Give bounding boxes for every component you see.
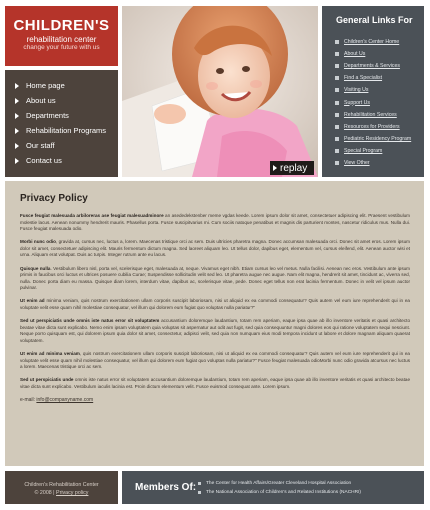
general-link[interactable] <box>322 72 424 84</box>
arrow-right-icon <box>15 143 19 149</box>
nav-item-departments[interactable] <box>5 108 118 123</box>
nav-item-label: About us <box>26 96 56 105</box>
general-link[interactable] <box>322 133 424 145</box>
replay-label: replay <box>280 162 308 174</box>
square-bullet-icon <box>335 88 339 92</box>
nav-item-label: Home page <box>26 81 65 90</box>
general-link-label: Visiting Us <box>344 87 369 94</box>
paragraph-lead: Sed ut perspiciatis unde omnis iste natus error sit voluptatem <box>20 318 160 324</box>
main-content <box>5 181 424 466</box>
hero-photo <box>122 6 318 177</box>
paragraph-text: , quis nostrum exercitationem ullam corporis suscipit laboriosam, nisi ut aliquid ex ea commodi consequatur? Quis autem vel eum iure reprehenderit qui in ea voluptate velit esse quam nihil molestiae consequatur, vel illum qui dolorem eum fugiat quo voluptas nulla pariatur?" Fusce feugiat malesuada odioMorbi nunc odio gravida atcursus nec luctus a lorem. Maecenas tristique orci ac sem. <box>20 351 410 370</box>
members-title: Members Of: <box>135 482 197 493</box>
nav-item-staff[interactable] <box>5 138 118 153</box>
general-link-label: Rehabilitation Services <box>344 111 397 118</box>
general-link[interactable] <box>322 84 424 96</box>
square-bullet-icon <box>335 161 339 165</box>
nav-item-programs[interactable] <box>5 123 118 138</box>
paragraph-lead: Sed ut perspiciatis unde <box>20 377 74 383</box>
general-link-label: Pediatric Residency Program <box>344 135 412 142</box>
paragraph-text: , gravida at, cursus nec, luctus a, lorem. Maecenas tristique orci ac sem. Duis ultricies pharetra magna. Donec accumsan malesuada orci. Donec sit amet eros. Lorem ipsum dolor sit amet, consectetuer adipiscing elit. Mauris fermentum dictum magna. Sed laoreet aliquam leo. Ut tellus dolor, dapibus eget, elementum vel, cursus eleifend, elit. Aenean auctor wisi et urna. Aliquam erat volutpat. Duis ac turpis. Integer rutrum ante eu lacus. <box>20 239 410 258</box>
member-item[interactable] <box>198 488 361 497</box>
content-paragraph <box>20 213 410 233</box>
contact-email <box>20 397 410 403</box>
square-bullet-icon <box>335 149 339 153</box>
nav-item-contact[interactable] <box>5 153 118 168</box>
paragraph-text: minima veniam, quis nostrum exercitationem ullam corporis suscipit laboriosam, nisi ut aliquid ex ea commodi consequatur? Quis autem vel eum iure reprehenderit qui in ea voluptate velit esse quam nihil molestiae consequatur, vel illum qui dolorem eum fugiat quo voluptas nulla pariatur?" <box>20 298 410 311</box>
general-link[interactable] <box>322 60 424 72</box>
square-bullet-icon <box>335 137 339 141</box>
square-bullet-icon <box>335 113 339 117</box>
content-paragraph <box>20 266 410 292</box>
play-icon <box>273 165 277 171</box>
general-link[interactable] <box>322 109 424 121</box>
content-paragraph <box>20 318 410 344</box>
privacy-policy-link[interactable]: Privacy policy <box>56 490 89 496</box>
logo-tagline: change your future with us <box>23 44 100 51</box>
general-link-label: Special Program <box>344 147 383 154</box>
logo-title: CHILDREN'S <box>13 17 110 34</box>
replay-button[interactable] <box>270 161 314 175</box>
square-bullet-icon <box>198 482 201 485</box>
email-link[interactable]: info@companyname.com <box>36 396 94 403</box>
general-link[interactable] <box>322 48 424 60</box>
copyright-org: Children's Rehabilitation Center <box>24 482 99 488</box>
square-bullet-icon <box>335 40 339 44</box>
paragraph-text: an asededekstenber meme vgdas keede. Lorem ipsum dolor sit amet, consectetuer adipiscing elit. Praesent vestibulum molestie lacus. Aenean nonummy hendrerit mauris. Phasellus porta. Fusce suscipitvarius mi. Cum sociis natoque penatibus et magnis dis parturient montes, nascetur ridiculus mus. Nulla dui. Fusce feugiat malesuada odio. <box>20 213 410 232</box>
paragraph-text: accusantium doloremque laudantium, totam rem aperiam, eaque ipsa quae ab illo inventore veritatis et quasi architecto beatae vitae dicta sunt explicabo. Nemo enim ipsam voluptatem quia voluptas sit aspernatur aut odit aut fugit, sed quia consequuntur magni dolores eos qui ratione voluptatem sequi nesciunt. Neque porro quisquam est, qui dolorem ipsum quia dolor sit amet, consectetur, adipisci velit, sed quia non numquam eius modi tempora incidunt ut labore et dolore magnam aliquam quaerat voluptatem. <box>20 318 410 343</box>
member-label: The National Association of Children's and Related Institutions (NACHRI) <box>206 489 362 495</box>
paragraph-lead: Ut enim ad <box>20 298 45 304</box>
general-link-label: Resources for Providers <box>344 123 400 130</box>
general-link-label: View Other <box>344 159 370 166</box>
nav-item-about[interactable] <box>5 93 118 108</box>
nav-item-label: Rehabilitation Programs <box>26 126 107 135</box>
paragraph-lead: Morbi nunc odio <box>20 239 56 245</box>
paragraph-text: . Vestibulum libero nisl, porta vel, scelerisque eget, malesuada at, neque. Vivamus eget nibh. Etiam cursus leo vel metus. Nulla facilisi. Aenean nec eros. Vestibulum ante ipsum primis in faucibus orci luctus et ultrices posuere cubilia Curae; Suspendisse sollicitudin velit sed leo. Ut pharetra augue nec augue. Nam elit magna, hendrerit sit amet, tincidunt ac, viverra sed, nulla. Donec porta diam eu massa. Quisque diam lorem, interdum vitae, dapibus ac, scelerisque vitae, pede. Donec eget tellus non erat lacinia fermentum. Donec in velit vel ipsum auctor pulvinar. <box>20 265 411 291</box>
nav-item-label: Contact us <box>26 156 62 165</box>
arrow-right-icon <box>15 158 19 164</box>
general-link[interactable] <box>322 36 424 48</box>
paragraph-lead: Quisque nulla <box>20 265 51 271</box>
paragraph-lead: Fusce feugiat malesuada arbiloreras ase feugiat malesuadminore <box>20 213 164 218</box>
general-links-title: General Links For <box>336 15 413 25</box>
nav-item-label: Departments <box>26 111 69 120</box>
content-paragraph <box>20 239 410 259</box>
main-nav <box>5 70 118 177</box>
arrow-right-icon <box>15 128 19 134</box>
general-link[interactable] <box>322 121 424 133</box>
general-link-label: About Us <box>344 51 366 58</box>
footer-members <box>122 471 424 504</box>
copyright-row <box>5 489 118 497</box>
general-link-label: Support Us <box>344 99 370 106</box>
logo-subtitle: rehabilitation center <box>26 35 97 44</box>
square-bullet-icon <box>335 101 339 105</box>
nav-item-label: Our staff <box>26 141 55 150</box>
member-item[interactable] <box>198 479 361 488</box>
arrow-right-icon <box>15 113 19 119</box>
paragraph-text: omnis iste natus error sit voluptatem accusantium doloremque laudantium, totam rem aperiam, eaque ipsa quae ab illo inventore veritatis et quasi architecto beatae vitae dicta sunt explicabo. Vestibulum iaculis lacinia est. Proin dictum elementum velit. Fusce euismod consequat ante. Lorem ipsum. <box>20 377 410 389</box>
general-link[interactable] <box>322 145 424 157</box>
square-bullet-icon <box>335 125 339 129</box>
email-label: e-mail: <box>20 396 36 403</box>
general-link-label: Departments & Services <box>344 63 400 70</box>
members-list <box>198 479 361 497</box>
nav-item-home[interactable] <box>5 78 118 93</box>
square-bullet-icon <box>198 491 201 494</box>
general-link-label: Children's Center Home <box>344 39 400 46</box>
member-label: The Center for Health Affairs/Greater Cleveland Hospital Association <box>206 480 352 486</box>
content-paragraph <box>20 298 410 311</box>
hero-image <box>122 6 318 177</box>
square-bullet-icon <box>335 52 339 56</box>
paragraph-lead: Ut enim ad minima veniam <box>20 351 80 356</box>
page-title: Privacy Policy <box>20 193 88 204</box>
general-link-label: Find a Specialist <box>344 75 383 82</box>
arrow-right-icon <box>15 83 19 89</box>
general-link[interactable] <box>322 157 424 169</box>
arrow-right-icon <box>15 98 19 104</box>
copyright-year: © 2008 | <box>34 490 55 496</box>
general-links-panel <box>322 6 424 177</box>
square-bullet-icon <box>335 76 339 80</box>
content-paragraph <box>20 377 410 390</box>
content-paragraph <box>20 351 410 371</box>
site-logo[interactable] <box>5 6 118 66</box>
footer-copyright <box>5 471 118 504</box>
square-bullet-icon <box>335 64 339 68</box>
general-link[interactable] <box>322 96 424 108</box>
